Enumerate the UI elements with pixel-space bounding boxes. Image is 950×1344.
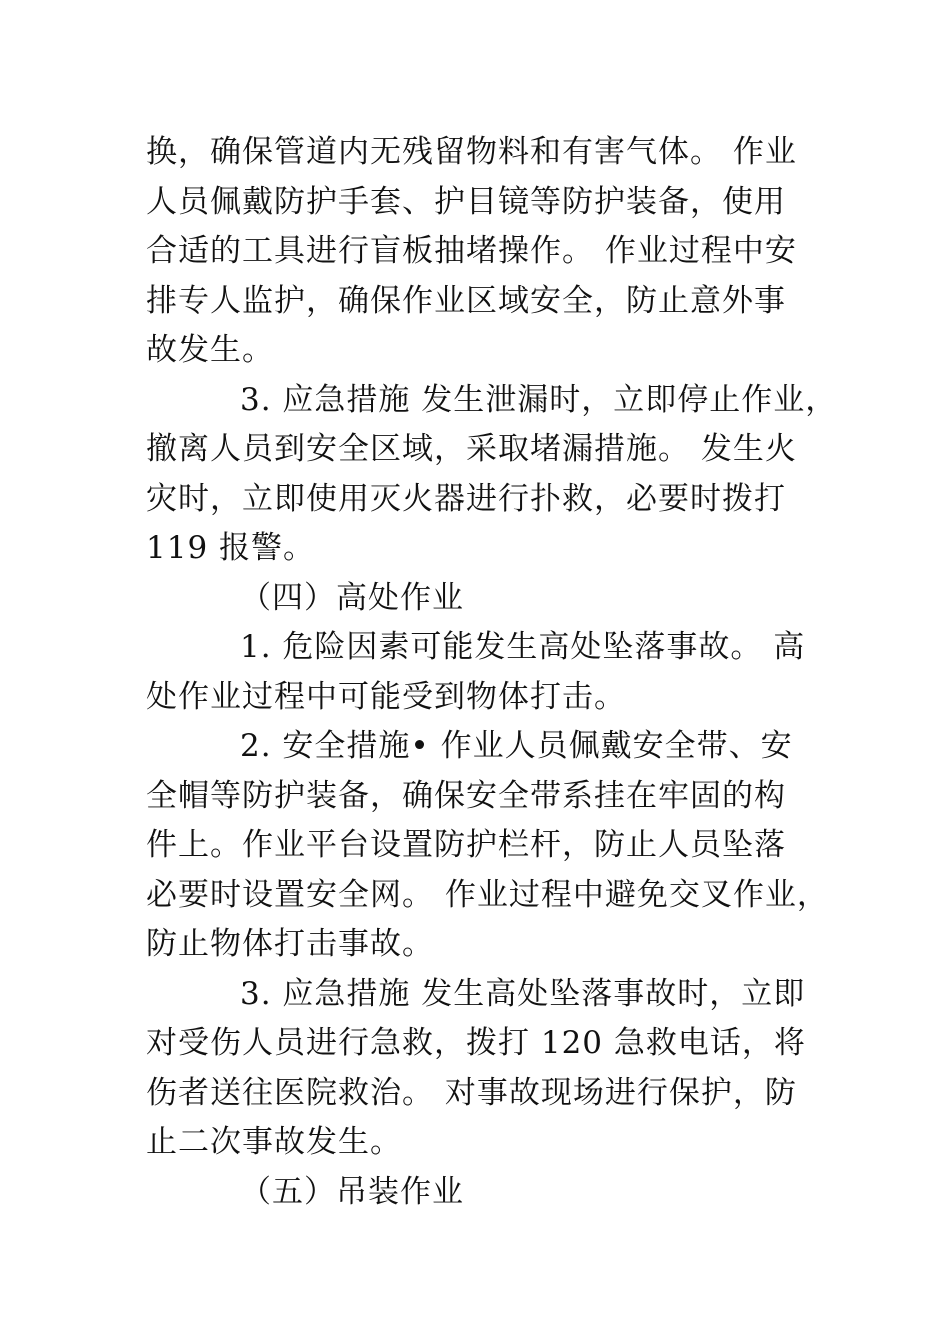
- paragraph-line: 灾时，立即使用灭火器进行扑救，必要时拨打: [146, 481, 786, 517]
- paragraph-line: 撤离人员到安全区域，采取堵漏措施。 发生火: [146, 431, 797, 467]
- paragraph-line: 处作业过程中可能受到物体打击。: [146, 679, 626, 715]
- paragraph-line: 防止物体打击事故。: [146, 926, 434, 962]
- numbered-item-emergency-measures: 3. 应急措施 发生泄漏时，立即停止作业，: [240, 382, 838, 418]
- paragraph-line: 对受伤人员进行急救，拨打 120 急救电话，将: [146, 1025, 806, 1061]
- paragraph-line: 合适的工具进行盲板抽堵操作。 作业过程中安: [146, 233, 797, 269]
- numbered-item-emergency-measures: 3. 应急措施 发生高处坠落事故时，立即: [240, 976, 806, 1012]
- paragraph-line: 换，确保管道内无残留物料和有害气体。 作业: [146, 134, 797, 170]
- paragraph-line: 必要时设置安全网。 作业过程中避免交叉作业，: [146, 877, 829, 913]
- paragraph-line: 人员佩戴防护手套、护目镜等防护装备，使用: [146, 184, 786, 220]
- paragraph-line: 全帽等防护装备，确保安全带系挂在牢固的构: [146, 778, 786, 814]
- paragraph-line: 排专人监护，确保作业区域安全，防止意外事: [146, 283, 786, 319]
- numbered-item-safety-measures: 2. 安全措施• 作业人员佩戴安全带、安: [240, 728, 793, 764]
- numbered-item-hazards: 1. 危险因素可能发生高处坠落事故。 高: [240, 629, 806, 665]
- section-heading-high-work: （四）高处作业: [240, 580, 464, 616]
- paragraph-line: 119 报警。: [146, 530, 316, 566]
- paragraph-line: 故发生。: [146, 332, 274, 368]
- paragraph-line: 伤者送往医院救治。 对事故现场进行保护，防: [146, 1075, 797, 1111]
- paragraph-line: 件上。作业平台设置防护栏杆，防止人员坠落: [146, 827, 786, 863]
- paragraph-line: 止二次事故发生。: [146, 1124, 402, 1160]
- section-heading-lifting-work: （五）吊装作业: [240, 1174, 464, 1210]
